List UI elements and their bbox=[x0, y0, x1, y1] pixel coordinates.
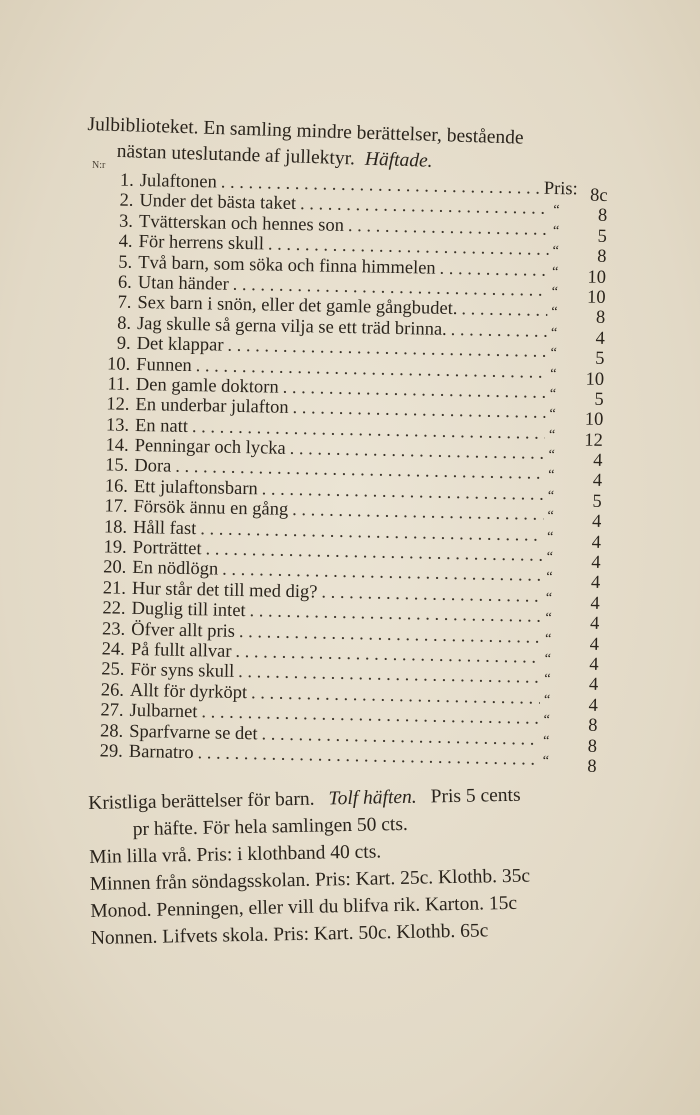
item-title: Öfver allt pris bbox=[130, 619, 236, 642]
heading-line-1: Julbiblioteket. En samling mindre berättelser, bestående bbox=[87, 113, 524, 149]
item-title: Tvätterskan och hennes son bbox=[138, 211, 345, 236]
item-price: 8 bbox=[587, 756, 597, 777]
item-title: Två barn, som söka och finna himmelen bbox=[138, 252, 436, 279]
item-title: Porträttet bbox=[132, 537, 202, 560]
item-price: 4 bbox=[591, 511, 602, 533]
title-list bbox=[77, 170, 608, 777]
ditto-mark: “ bbox=[543, 692, 551, 708]
item-number: 21. bbox=[102, 578, 127, 599]
item-price: 4 bbox=[595, 328, 606, 349]
ditto-mark: “ bbox=[544, 631, 552, 647]
ditto-mark: “ bbox=[544, 651, 552, 667]
item-title: För herrens skull bbox=[138, 232, 265, 255]
item-price: 8 bbox=[595, 308, 606, 329]
item-title: Håll fast bbox=[132, 517, 197, 539]
item-number: 23. bbox=[101, 618, 126, 640]
leader-dots bbox=[439, 258, 548, 280]
item-number: 19. bbox=[103, 537, 127, 558]
item-number: 16. bbox=[104, 476, 129, 497]
item-price: 8 bbox=[587, 715, 598, 737]
ditto-mark: “ bbox=[549, 407, 556, 423]
item-price: 4 bbox=[589, 634, 600, 655]
item-price: 5 bbox=[597, 226, 608, 247]
item-title: Funnen bbox=[136, 354, 192, 376]
item-title: Sex barn i snön, eller det gamle gångbudet. bbox=[137, 293, 458, 320]
item-title: Julaftonen bbox=[139, 170, 218, 193]
ditto-mark: “ bbox=[545, 611, 552, 627]
ditto-mark: “ bbox=[552, 244, 559, 260]
footer-italic: Tolf häften. bbox=[328, 786, 417, 810]
item-number: 2. bbox=[119, 191, 134, 212]
item-price: 4 bbox=[590, 573, 601, 594]
ditto-mark: “ bbox=[542, 733, 550, 749]
ditto-mark: “ bbox=[548, 447, 555, 464]
ditto-mark: “ bbox=[549, 386, 557, 402]
item-price: 4 bbox=[591, 552, 601, 573]
item-number: 28. bbox=[99, 720, 124, 742]
ditto-mark: “ bbox=[548, 427, 556, 443]
item-price: 8 bbox=[597, 206, 608, 227]
item-number: 27. bbox=[100, 700, 124, 721]
item-price: 4 bbox=[588, 675, 599, 696]
leader-dots bbox=[451, 320, 548, 342]
ditto-mark: “ bbox=[547, 509, 554, 525]
item-title: Den gamle doktorn bbox=[135, 374, 279, 398]
item-title: Penningar och lycka bbox=[134, 436, 286, 459]
item-title: På fullt allvar bbox=[130, 639, 232, 662]
item-title: Sparfvarne se det bbox=[129, 721, 258, 744]
heading-italic: Häftade. bbox=[364, 148, 433, 172]
item-title: Duglig till intet bbox=[131, 599, 246, 622]
item-number: 25. bbox=[101, 659, 125, 681]
item-number: 10. bbox=[106, 353, 131, 375]
item-title: Julbarnet bbox=[129, 701, 198, 723]
ditto-mark: “ bbox=[548, 468, 555, 484]
item-number: 5. bbox=[118, 252, 133, 273]
item-number: 15. bbox=[105, 455, 129, 477]
price-label: Pris: bbox=[543, 178, 578, 200]
item-title: Utan händer bbox=[137, 272, 229, 295]
item-number: 18. bbox=[103, 517, 128, 538]
ditto-mark: “ bbox=[546, 570, 553, 586]
item-title: Jag skulle så gerna vilja se ett träd brinna. bbox=[136, 313, 447, 340]
item-number: 11. bbox=[107, 374, 131, 395]
item-price: 8 bbox=[596, 246, 607, 268]
ditto-mark: “ bbox=[543, 713, 550, 729]
item-title: Försök ännu en gång bbox=[133, 497, 289, 521]
item-price: 4 bbox=[593, 450, 603, 472]
footer-line-5: Monod. Penningen, eller vill du blifva rik. Karton. 15c bbox=[90, 892, 518, 922]
item-price: 10 bbox=[584, 409, 604, 431]
ditto-mark: “ bbox=[550, 325, 558, 341]
footer-line-3: Min lilla vrå. Pris: i klothband 40 cts. bbox=[89, 841, 382, 868]
footer-line-6: Nonnen. Lifvets skola. Pris: Kart. 50c. Klothb. 65c bbox=[90, 920, 489, 949]
footer-line-1: Kristliga berättelser för barn. Tolf häften. Pris 5 cents bbox=[88, 784, 521, 814]
footer-line-4: Minnen från söndagsskolan. Pris: Kart. 25c. Klothb. 35c bbox=[89, 865, 531, 895]
footer-line-2: pr häfte. För hela samlingen 50 cts. bbox=[132, 813, 409, 841]
item-price: 10 bbox=[586, 287, 606, 308]
item-price: 4 bbox=[591, 532, 602, 553]
item-title: Under det bästa taket bbox=[139, 191, 297, 215]
item-price: 12 bbox=[584, 430, 604, 451]
item-price: 4 bbox=[589, 613, 600, 635]
ditto-mark: “ bbox=[553, 203, 560, 219]
ditto-mark: “ bbox=[552, 223, 560, 239]
ditto-mark: “ bbox=[544, 672, 551, 688]
item-price: 8c bbox=[589, 185, 608, 206]
item-price: 10 bbox=[585, 369, 605, 390]
item-number: 17. bbox=[104, 496, 128, 518]
ditto-mark: “ bbox=[551, 305, 558, 321]
item-price: 4 bbox=[592, 471, 603, 492]
item-title: Barnatro bbox=[128, 741, 194, 764]
ditto-mark: “ bbox=[550, 366, 557, 382]
ditto-mark: “ bbox=[545, 590, 553, 606]
item-title: En underbar julafton bbox=[135, 395, 289, 419]
item-number: 29. bbox=[99, 741, 124, 762]
ditto-mark: “ bbox=[542, 753, 550, 769]
item-title: Allt för dyrköpt bbox=[129, 680, 248, 703]
item-number: 24. bbox=[101, 639, 125, 660]
item-number: 26. bbox=[100, 680, 125, 701]
item-price: 8 bbox=[587, 736, 598, 757]
item-number: 4. bbox=[118, 231, 133, 253]
item-number: 8. bbox=[116, 313, 132, 334]
ditto-mark: “ bbox=[551, 264, 559, 280]
item-title: Dora bbox=[134, 456, 172, 478]
ditto-mark: “ bbox=[547, 488, 555, 504]
item-number: 1. bbox=[119, 170, 134, 191]
item-number: 14. bbox=[105, 435, 129, 456]
item-price: 5 bbox=[592, 491, 602, 512]
item-number: 6. bbox=[117, 272, 133, 293]
item-title: En natt bbox=[134, 415, 189, 437]
catalog-heading bbox=[86, 112, 607, 180]
item-title: Hur står det till med dig? bbox=[131, 578, 318, 603]
ditto-mark: “ bbox=[546, 529, 554, 545]
item-price: 10 bbox=[587, 267, 607, 288]
item-number: 9. bbox=[116, 333, 131, 354]
item-title: Det klappar bbox=[136, 334, 224, 356]
heading-line-2: nästan uteslutande af jullektyr. Häftade. bbox=[116, 140, 433, 172]
item-number: 13. bbox=[105, 415, 130, 436]
item-price: 4 bbox=[590, 593, 600, 614]
item-number: 7. bbox=[117, 292, 132, 314]
item-price: 5 bbox=[594, 389, 604, 410]
item-number: 12. bbox=[106, 394, 130, 416]
item-price: 5 bbox=[595, 348, 605, 370]
item-title: Ett julaftonsbarn bbox=[133, 476, 258, 500]
item-price: 4 bbox=[589, 654, 599, 675]
item-number: 20. bbox=[103, 557, 127, 579]
ditto-mark: “ bbox=[551, 284, 559, 300]
catalog-footer bbox=[88, 780, 621, 952]
item-number: 22. bbox=[102, 598, 126, 620]
item-title: En nödlögn bbox=[132, 558, 219, 580]
item-title: För syns skull bbox=[130, 660, 235, 683]
leader-dots bbox=[461, 300, 547, 322]
item-price: 4 bbox=[588, 695, 599, 716]
item-number: 3. bbox=[118, 211, 134, 232]
number-column-label: N:r bbox=[92, 160, 106, 171]
ditto-mark: “ bbox=[546, 549, 554, 566]
ditto-mark: “ bbox=[550, 346, 557, 362]
